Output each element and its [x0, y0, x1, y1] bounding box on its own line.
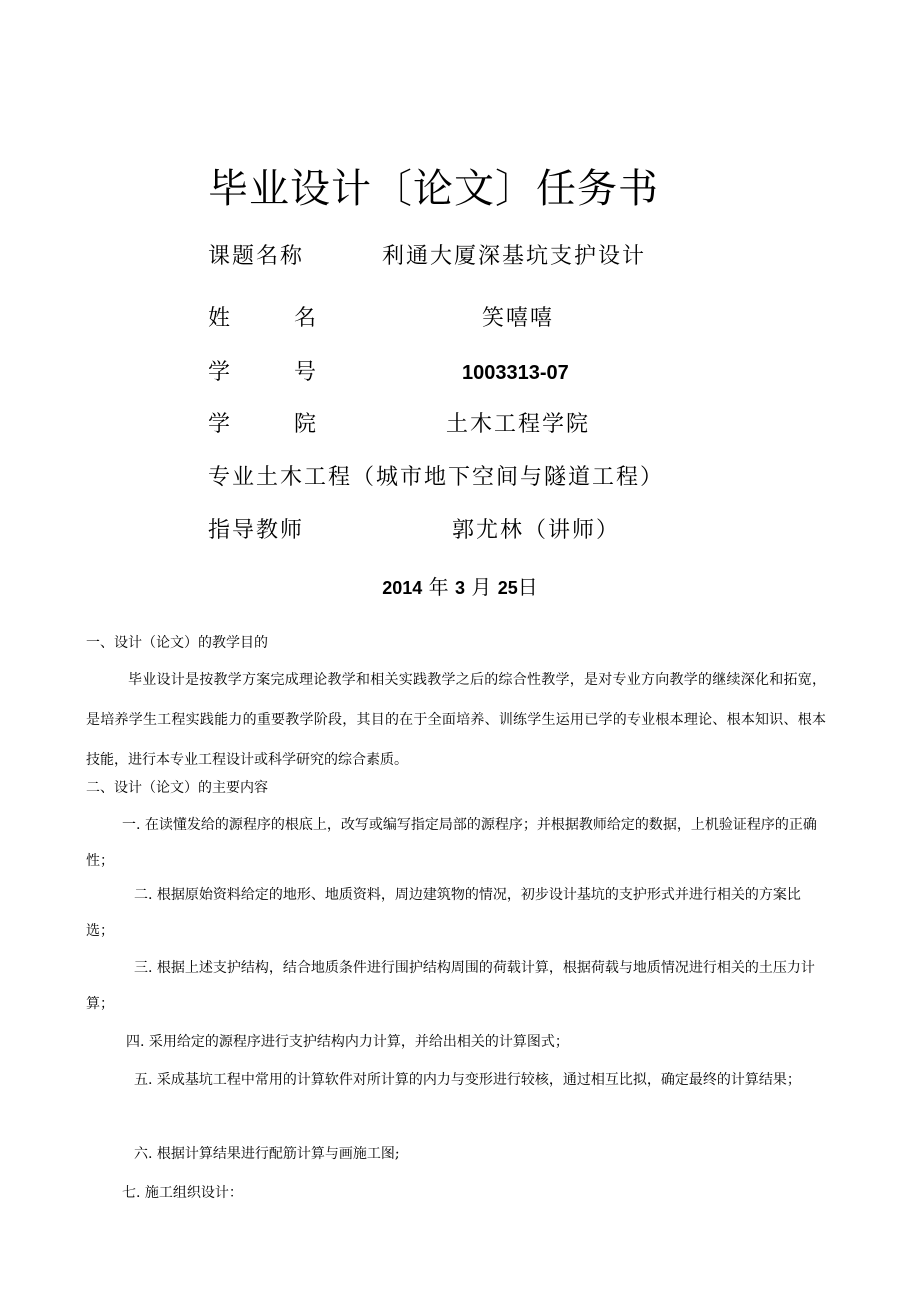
- topic-label: 课题名称: [208, 244, 305, 269]
- document-title: 毕业设计〔论文〕任务书: [208, 166, 659, 212]
- name-value: 笑嘻嘻: [482, 306, 555, 331]
- student-id-label-first: 学: [208, 360, 231, 385]
- section-2-heading: 二、设计（论文）的主要内容: [86, 780, 268, 796]
- date-day-unit: 日: [517, 575, 538, 599]
- advisor-label: 指导教师: [208, 518, 305, 543]
- name-label-second: 名: [294, 306, 317, 331]
- name-label-first: 姓: [208, 306, 231, 331]
- date-month: 3: [455, 578, 466, 598]
- list-item: 七. 施工组织设计：: [122, 1185, 243, 1201]
- name-row: [208, 302, 728, 336]
- college-row: [208, 408, 728, 442]
- list-item: 一. 在读懂发给的源程序的根底上，改写或编写指定局部的源程序；并根据教师给定的数据，上机验证程序的正确性；: [86, 817, 817, 869]
- date-day: 25: [497, 578, 518, 598]
- list-item: 三. 根据上述支护结构，结合地质条件进行围护结构周围的荷载计算，根据荷载与地质情况进行相关的土压力计算；: [86, 960, 815, 1012]
- list-item: 五. 采成基坑工程中常用的计算软件对所计算的内力与变形进行较核，通过相互比拟，确定最终的计算结果；: [134, 1072, 801, 1088]
- college-label-first: 学: [208, 412, 231, 437]
- topic-row: [208, 240, 728, 274]
- college-value: 土木工程学院: [446, 412, 591, 437]
- list-item: 二. 根据原始资料给定的地形、地质资料，周边建筑物的情况，初步设计基坑的支护形式并进行相关的方案比选；: [86, 887, 801, 939]
- major-row: [208, 461, 728, 495]
- date-year: 2014: [382, 578, 423, 598]
- major-line: 专业土木工程（城市地下空间与隧道工程）: [208, 465, 665, 490]
- list-item: 四. 采用给定的源程序进行支护结构内力计算，并给出相关的计算图式；: [126, 1034, 569, 1050]
- list-item: 六. 根据计算结果进行配筋计算与画施工图;: [134, 1146, 400, 1162]
- section-1-text: 毕业设计是按教学方案完成理论教学和相关实践教学之后的综合性教学，是对专业方向教学的继续深化和拓宽，是培养学生工程实践能力的重要教学阶段，其目的在于全面培养、训练学生运用已学的专业根本理论、根本知识、根本技能，进行本专业工程设计或科学研究的综合素质。: [86, 672, 826, 768]
- college-label-second: 院: [294, 412, 317, 437]
- document-date: [0, 572, 920, 603]
- student-id-value: 1003313-07: [462, 362, 569, 384]
- section-1-heading: 一、设计（论文）的教学目的: [86, 635, 268, 651]
- date-year-unit: 年: [428, 575, 449, 599]
- date-month-unit: 月: [471, 575, 492, 599]
- advisor-row: [208, 514, 728, 548]
- student-id-row: [208, 356, 728, 390]
- student-id-label-second: 号: [294, 360, 317, 385]
- topic-value: 利通大厦深基坑支护设计: [382, 244, 647, 269]
- advisor-value: 郭尤林（讲师）: [452, 518, 621, 543]
